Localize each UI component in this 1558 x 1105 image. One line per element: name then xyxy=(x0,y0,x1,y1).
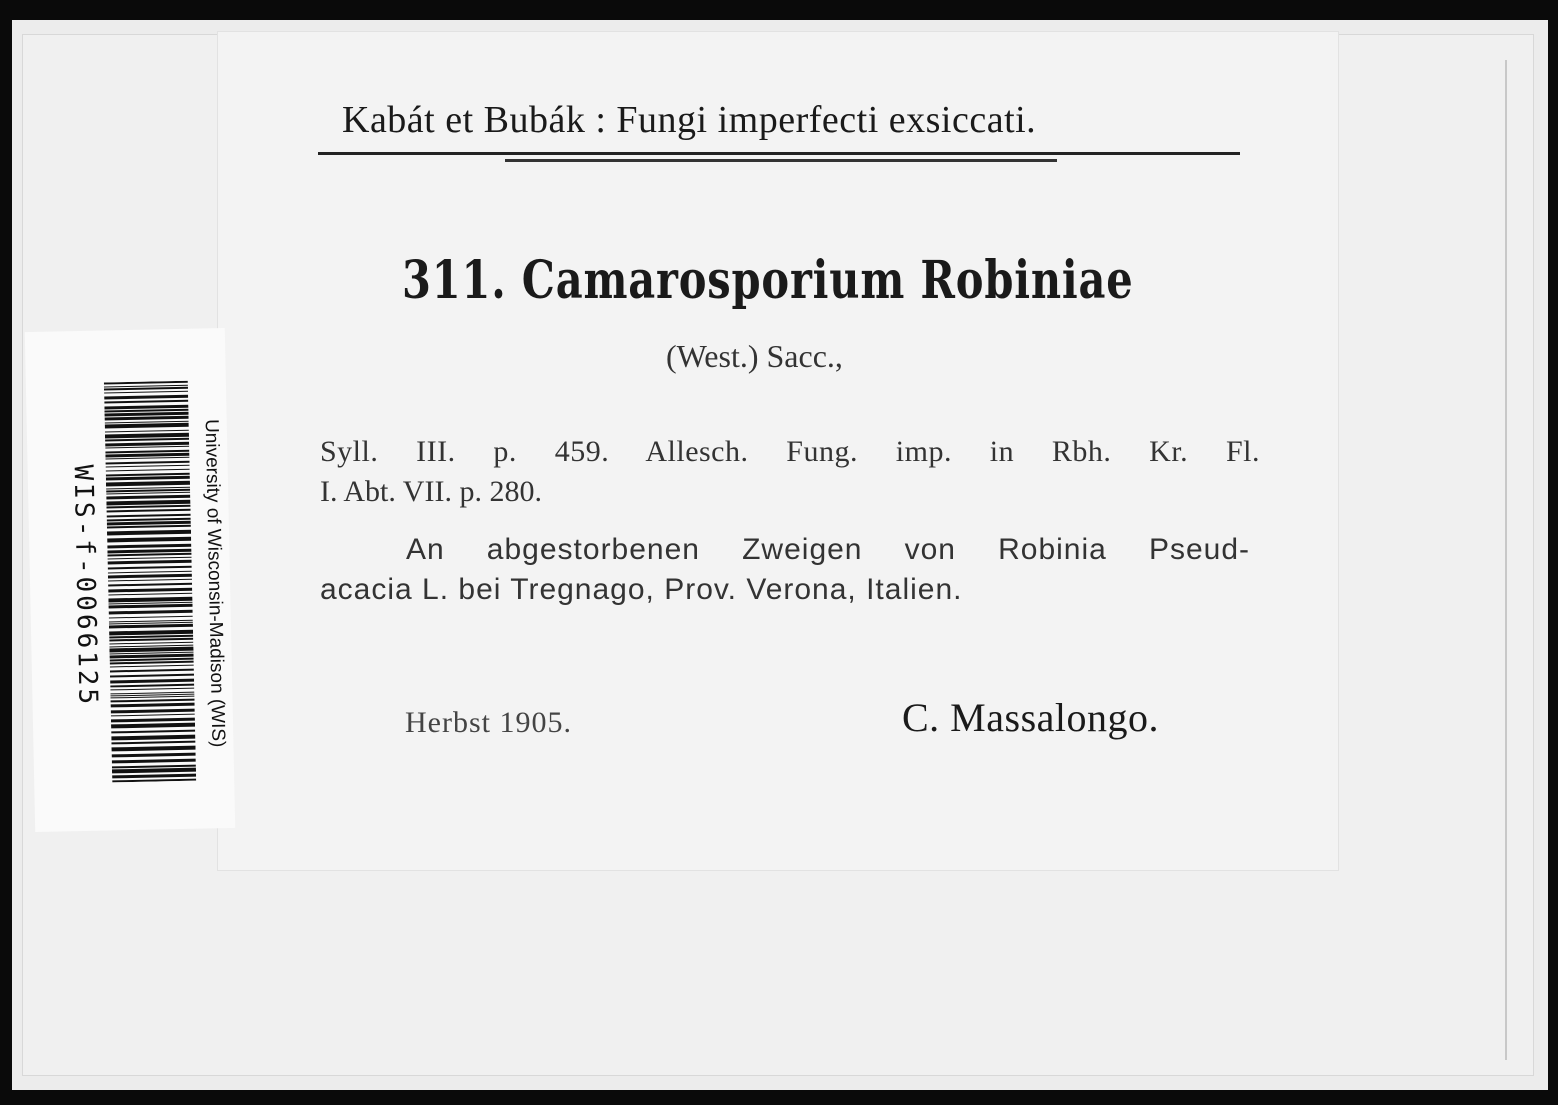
title-underline xyxy=(318,152,1240,155)
barcode-institution: University of Wisconsin-Madison (WIS) xyxy=(200,418,229,748)
literature-references xyxy=(320,432,1260,512)
exsiccata-number-species: 311. Camarosporium Robiniae xyxy=(402,250,1134,311)
barcode-label xyxy=(25,328,235,832)
barcode-id: WIS-f-0066125 xyxy=(67,464,103,708)
reference-line-1: Syll. III. p. 459. Allesch. Fung. imp. in Rbh. Kr. Fl. xyxy=(320,435,1260,468)
substrate-locality xyxy=(320,530,1250,610)
substrate-line-1: An abgestorbenen Zweigen von Robinia Pseud- xyxy=(406,533,1250,566)
reference-line-2: I. Abt. VII. p. 280. xyxy=(320,475,542,508)
series-title: Kabát et Bubák : Fungi imperfecti exsiccati. xyxy=(342,99,1037,141)
substrate-line-2: acacia L. bei Tregnago, Prov. Verona, Italien. xyxy=(320,573,963,606)
envelope-fold-line xyxy=(1505,60,1507,1060)
collector-name: C. Massalongo. xyxy=(902,695,1159,740)
species-authority: (West.) Sacc., xyxy=(666,338,843,374)
title-double-underline xyxy=(505,159,1057,162)
barcode-icon xyxy=(104,381,196,783)
collection-date: Herbst 1905. xyxy=(405,706,572,739)
